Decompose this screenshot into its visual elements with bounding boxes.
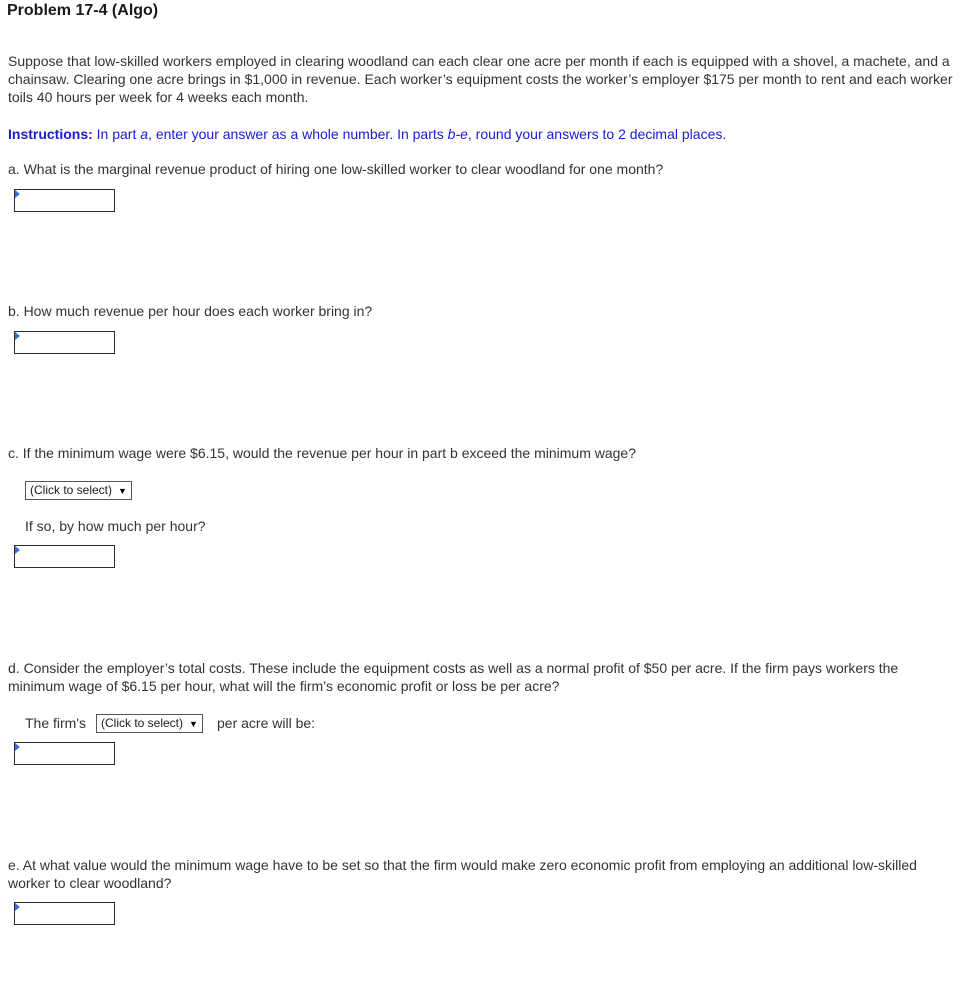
exceed-select[interactable] — [25, 481, 132, 500]
dropdown-arrow-icon: ▼ — [118, 486, 127, 496]
instructions-text: In part — [92, 126, 141, 142]
question-c: c. If the minimum wage were $6.15, would the revenue per hour in part b exceed the minimum wage? — [8, 445, 636, 461]
instructions-lead: Instructions: — [8, 126, 93, 142]
instructions-text: , enter your answer as a whole number. In parts — [148, 126, 448, 142]
answer-d-input[interactable] — [14, 742, 115, 765]
problem-title: Problem 17-4 (Algo) — [7, 2, 159, 19]
profit-loss-select-label: (Click to select) — [101, 716, 184, 730]
instructions-text: , round your answers to 2 decimal places. — [467, 126, 727, 142]
answer-b-input[interactable] — [14, 331, 115, 354]
input-marker-icon — [15, 332, 20, 340]
question-d-prefix: The firm's — [25, 715, 87, 731]
profit-loss-select[interactable] — [96, 714, 203, 733]
answer-a-input[interactable] — [14, 189, 115, 212]
question-d-suffix: per acre will be: — [217, 715, 316, 731]
dropdown-arrow-icon: ▼ — [189, 719, 198, 729]
input-marker-icon — [15, 743, 20, 751]
input-marker-icon — [15, 190, 20, 198]
input-marker-icon — [15, 903, 20, 911]
question-b: b. How much revenue per hour does each worker bring in? — [8, 303, 373, 319]
instructions-part-a: a — [140, 126, 149, 142]
problem-intro: Suppose that low-skilled workers employed in clearing woodland can each clear one acre per month if each is equipped with a shovel, a machete, and a chainsaw. Clearing one acre brings in $1,000 in revenue. Each worker’s equipment costs the worker’s employer $175 per month to rent and each worker toils 40 hours per week for 4 weeks each month. — [8, 53, 953, 105]
answer-e-input[interactable] — [14, 902, 115, 925]
question-d: d. Consider the employer’s total costs. These include the equipment costs as well as a normal profit of $50 per acre. If the firm pays workers the minimum wage of $6.15 per hour, what will the firm’s economic profit or loss be per acre? — [8, 660, 899, 694]
question-c-followup: If so, by how much per hour? — [25, 518, 206, 534]
question-e: e. At what value would the minimum wage have to be set so that the firm would make zero economic profit from employing an additional low-skilled worker to clear woodland? — [8, 857, 917, 891]
question-a: a. What is the marginal revenue product of hiring one low-skilled worker to clear woodland for one month? — [8, 161, 664, 177]
instructions — [8, 125, 958, 143]
input-marker-icon — [15, 546, 20, 554]
instructions-parts-b-e: b-e — [447, 126, 468, 142]
exceed-select-label: (Click to select) — [30, 483, 113, 497]
answer-c-input[interactable] — [14, 545, 115, 568]
